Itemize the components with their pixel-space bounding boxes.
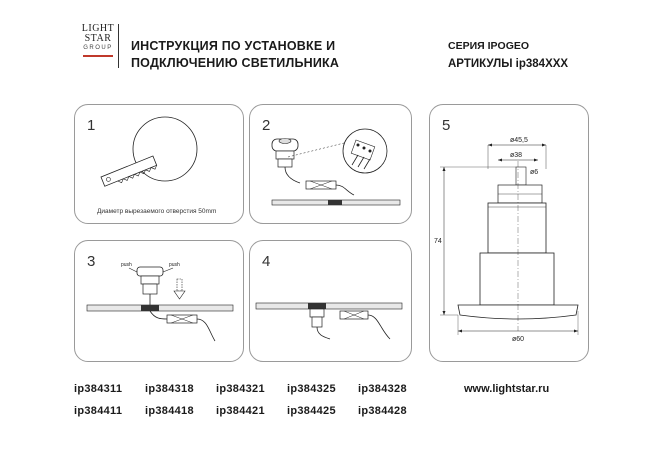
push-label-left: push [121,262,132,268]
logo-line-1: LIGHT [81,23,115,34]
article-code: ip384411 [74,405,123,417]
down-arrow-icon [174,279,185,299]
step-1-number: 1 [87,117,96,134]
title-line-1: ИНСТРУКЦИЯ ПО УСТАНОВКЕ И [131,39,336,53]
document-title [131,38,371,72]
step-2-number: 2 [262,117,271,134]
ceiling-surface [256,303,402,309]
connector-box [306,181,354,195]
dim-height: 74 [434,238,442,245]
step-4-illustration [250,241,411,361]
step-2-illustration [250,105,411,223]
step-5-panel [429,104,589,362]
step-1-panel [74,104,244,224]
website-link[interactable]: www.lightstar.ru [464,383,550,395]
logo-line-2: STAR [84,33,112,44]
step-3-number: 3 [87,253,96,270]
spotlight-icon [310,309,330,339]
dim-base-diameter: ø60 [512,336,525,343]
brand-logo [78,24,119,68]
step-1-illustration [75,105,243,223]
logo-accent-bar [83,55,113,57]
spotlight-icon [137,267,163,307]
ceiling-surface [87,305,233,311]
step-5-dimension-drawing [430,105,588,361]
push-arrow-right [163,268,173,272]
push-label-right: push [169,262,180,268]
step-4-panel [249,240,412,362]
article-code: ip384311 [74,383,123,395]
article-code: ip384328 [358,383,407,395]
title-line-2: ПОДКЛЮЧЕНИЮ СВЕТИЛЬНИКА [131,56,340,70]
push-arrow-left [129,268,137,272]
dim-top-diameter: ø45,5 [510,137,528,144]
wire-terminal-circle [343,129,387,173]
step-1-caption: Диаметр вырезаемого отверстия 50mm [97,208,217,215]
article-code: ip384418 [145,405,194,417]
article-code: ip384421 [216,405,265,417]
articles-label: АРТИКУЛЫ ip384XXX [448,58,569,70]
series-label: СЕРИЯ IPOGEO [448,40,530,52]
step-3-illustration [75,241,243,361]
article-code: ip384318 [145,383,194,395]
step-3-panel [74,240,244,362]
article-code: ip384428 [358,405,407,417]
dim-mid-diameter: ø38 [510,152,523,159]
step-5-number: 5 [442,117,451,134]
lamp-cable-entry [516,167,526,185]
step-2-panel [249,104,412,224]
lamp-upper-body [488,203,546,253]
spotlight-icon [272,139,300,184]
step-4-number: 4 [262,253,271,270]
logo-line-3: GROUP [83,45,113,51]
article-code: ip384425 [287,405,336,417]
ceiling-surface [272,200,400,205]
dim-small-diameter: ø6 [530,169,539,176]
article-code: ip384321 [216,383,265,395]
connector-box [340,311,390,339]
lamp-lower-body [480,253,554,305]
article-code: ip384325 [287,383,336,395]
connector-box [150,311,215,341]
